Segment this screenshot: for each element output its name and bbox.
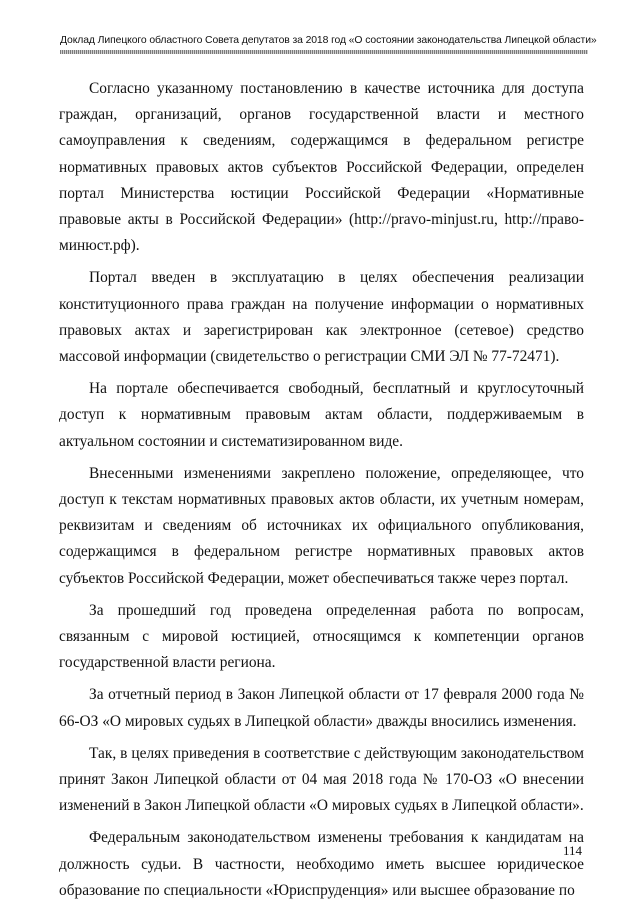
paragraph: Так, в целях приведения в соответствие с действующим законодательством принят Закон Липецкой области от 04 мая 2018 года № 170-ОЗ «О внесении изменений в Закон Липецкой области «О мировых судьях в Липецкой области». [59,744,584,815]
paragraph: Портал введен в эксплуатацию в целях обеспечения реализации конституционного права граждан на получение информации о нормативных правовых актах и зарегистрирован как электронное (сетевое) средство массовой информации (свидетельство о регистрации СМИ ЭЛ № 77-72471). [59,269,584,366]
header-rule [60,50,588,54]
paragraph: На портале обеспечивается свободный, бесплатный и круглосуточный доступ к нормативным правовым актам области, поддерживаемым в актуальном состоянии и систематизированном виде. [59,380,584,450]
paragraph: За прошедший год проведена определенная работа по вопросам, связанным с мировой юстицией, относящимся к компетенции органов государственной власти региона. [59,601,584,672]
document-body [59,76,584,910]
running-header: Доклад Липецкого областного Совета депутатов за 2018 год «О состоянии законодательства Липецкой области» [60,35,597,46]
paragraph: Федеральным законодательством изменены требования к кандидатам на должность судьи. В частности, необходимо иметь высшее юридическое образование по специальности «Юриспруденция» или высшее образование по [59,829,584,899]
page-number: 114 [562,843,582,858]
paragraph: За отчетный период в Закон Липецкой области от 17 февраля 2000 года № 66-ОЗ «О мировых судьях в Липецкой области» дважды вносились изменения. [59,686,584,730]
paragraph: Согласно указанному постановлению в качестве источника для доступа граждан, организаций, органов государственной власти и местного самоуправления к сведениям, содержащимся в федеральном регистре нормативных правовых актов субъектов Российской Федерации, определен портал Министерства юстиции Российской Федерации «Нормативные правовые акты в Российской Федерации» (http://pravo-minjust.ru, http://право-минюст.рф). [59,80,584,255]
paragraph: Внесенными изменениями закреплено положение, определяющее, что доступ к текстам нормативных правовых актов области, их учетным номерам, реквизитам и сведениям об источниках их официального опубликования, содержащимся в федеральном регистре нормативных правовых актов субъектов Российской Федерации, может обеспечиваться также через портал. [59,464,584,587]
